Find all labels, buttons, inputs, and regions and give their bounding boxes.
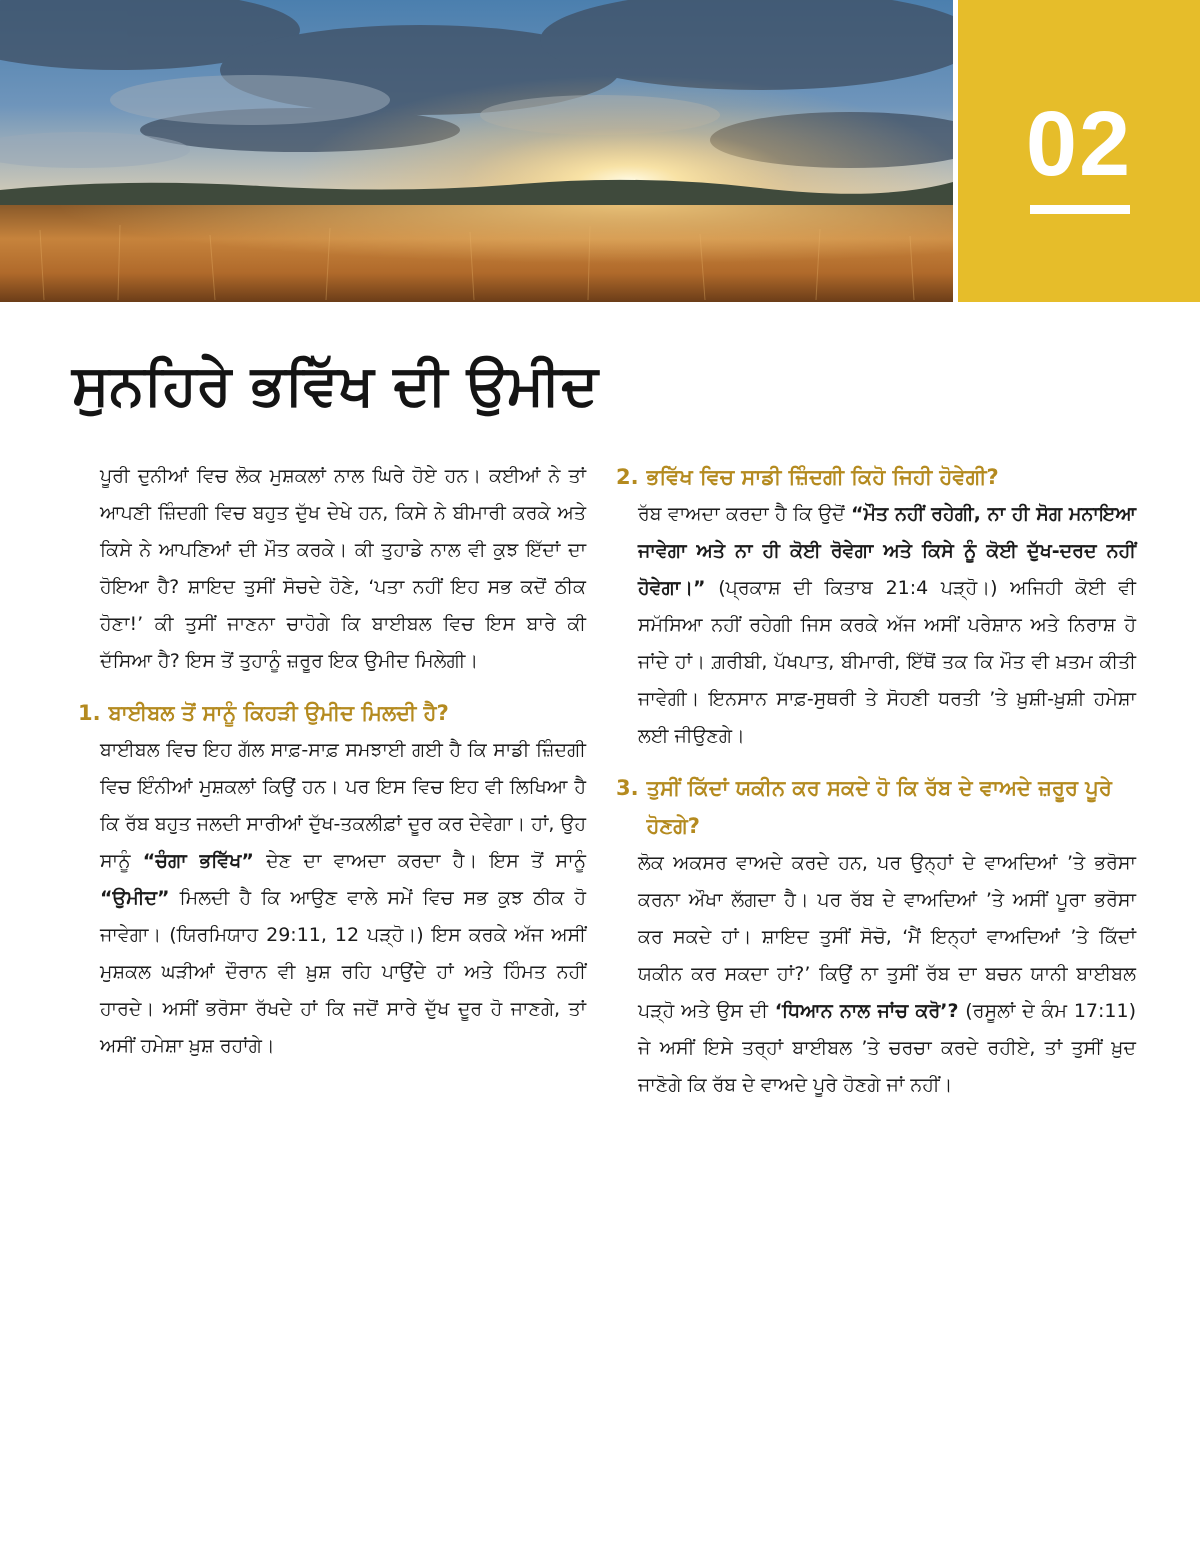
- badge-underline: [1030, 205, 1130, 214]
- question-number: 2.: [616, 465, 639, 489]
- question-text: ਤੁਸੀਂ ਕਿੱਦਾਂ ਯਕੀਨ ਕਰ ਸਕਦੇ ਹੋ ਕਿ ਰੱਬ ਦੇ ਵਾਅਦੇ ਜ਼ਰੂਰ ਪੂਰੇ ਹੋਣਗੇ?: [646, 776, 1112, 838]
- question-text: ਬਾਈਬਲ ਤੋਂ ਸਾਨੂੰ ਕਿਹੜੀ ਉਮੀਦ ਮਿਲਦੀ ਹੈ?: [108, 701, 449, 725]
- answer-text: ਰੱਬ ਵਾਅਦਾ ਕਰਦਾ ਹੈ ਕਿ ਉਦੋਂ: [638, 503, 852, 525]
- lesson-number-badge: [958, 0, 1200, 302]
- answer-text: (ਰਸੂਲਾਂ ਦੇ ਕੰਮ 17:11) ਜੇ ਅਸੀਂ ਇਸੇ ਤਰ੍ਹਾਂ ਬਾਈਬਲ ’ਤੇ ਚਰਚਾ ਕਰਦੇ ਰਹੀਏ, ਤਾਂ ਤੁਸੀਂ ਖ਼ੁਦ ਜਾਣੋਗੇ ਕਿ ਰੱਬ ਦੇ ਵਾਅਦੇ ਪੂਰੇ ਹੋਣਗੇ ਜਾਂ ਨਹੀਂ।: [638, 1000, 1136, 1096]
- answer-paragraph-3: [638, 845, 1136, 1104]
- question-heading-2: [616, 458, 1136, 496]
- emphasis-text: “ਚੰਗਾ ਭਵਿੱਖ”: [142, 850, 254, 872]
- answer-text: (ਪ੍ਰਕਾਸ਼ ਦੀ ਕਿਤਾਬ 21:4 ਪੜ੍ਹੋ।) ਅਜਿਹੀ ਕੋਈ ਵੀ ਸਮੱਸਿਆ ਨਹੀਂ ਰਹੇਗੀ ਜਿਸ ਕਰਕੇ ਅੱਜ ਅਸੀਂ ਪਰੇਸ਼ਾਨ ਅਤੇ ਨਿਰਾਸ਼ ਹੋ ਜਾਂਦੇ ਹਾਂ। ਗ਼ਰੀਬੀ, ਪੱਖਪਾਤ, ਬੀਮਾਰੀ, ਇੱਥੋਂ ਤਕ ਕਿ ਮੌਤ ਵੀ ਖ਼ਤਮ ਕੀਤੀ ਜਾਵੇਗੀ। ਇਨਸਾਨ ਸਾਫ਼-ਸੁਥਰੀ ਤੇ ਸੋਹਣੀ ਧਰਤੀ ’ਤੇ ਖ਼ੁਸ਼ੀ-ਖ਼ੁਸ਼ੀ ਹਮੇਸ਼ਾ ਲਈ ਜੀਉਣਗੇ।: [638, 577, 1136, 747]
- emphasis-text: “ਉਮੀਦ”: [100, 887, 170, 909]
- lesson-number: 02: [1025, 93, 1133, 195]
- answer-paragraph-1: [100, 732, 586, 1065]
- right-column: [616, 458, 1136, 1104]
- question-number: 3.: [616, 776, 639, 800]
- question-number: 1.: [78, 701, 101, 725]
- answer-text: ਲੋਕ ਅਕਸਰ ਵਾਅਦੇ ਕਰਦੇ ਹਨ, ਪਰ ਉਨ੍ਹਾਂ ਦੇ ਵਾਅਦਿਆਂ ’ਤੇ ਭਰੋਸਾ ਕਰਨਾ ਔਖਾ ਲੱਗਦਾ ਹੈ। ਪਰ ਰੱਬ ਦੇ ਵਾਅਦਿਆਂ ’ਤੇ ਅਸੀਂ ਪੂਰਾ ਭਰੋਸਾ ਕਰ ਸਕਦੇ ਹਾਂ। ਸ਼ਾਇਦ ਤੁਸੀਂ ਸੋਚੋ, ‘ਮੈਂ ਇਨ੍ਹਾਂ ਵਾਅਦਿਆਂ ’ਤੇ ਕਿੱਦਾਂ ਯਕੀਨ ਕਰ ਸਕਦਾ ਹਾਂ?’ ਕਿਉਂ ਨਾ ਤੁਸੀਂ ਰੱਬ ਦਾ ਬਚਨ ਯਾਨੀ ਬਾਈਬਲ ਪੜ੍ਹੋ ਅਤੇ ਉਸ ਦੀ: [638, 852, 1136, 1022]
- left-column: [78, 458, 586, 1065]
- answer-text: ਦੇਣ ਦਾ ਵਾਅਦਾ ਕਰਦਾ ਹੈ। ਇਸ ਤੋਂ ਸਾਨੂੰ: [253, 850, 586, 872]
- question-heading-1: [78, 694, 586, 732]
- sunset-wheat-field-photo: [0, 0, 953, 302]
- intro-paragraph: ਪੂਰੀ ਦੁਨੀਆਂ ਵਿਚ ਲੋਕ ਮੁਸ਼ਕਲਾਂ ਨਾਲ ਘਿਰੇ ਹੋਏ ਹਨ। ਕਈਆਂ ਨੇ ਤਾਂ ਆਪਣੀ ਜ਼ਿੰਦਗੀ ਵਿਚ ਬਹੁਤ ਦੁੱਖ ਦੇਖੇ ਹਨ, ਕਿਸੇ ਨੇ ਬੀਮਾਰੀ ਕਰਕੇ ਅਤੇ ਕਿਸੇ ਨੇ ਆਪਣਿਆਂ ਦੀ ਮੌਤ ਕਰਕੇ। ਕੀ ਤੁਹਾਡੇ ਨਾਲ ਵੀ ਕੁਝ ਇੱਦਾਂ ਦਾ ਹੋਇਆ ਹੈ? ਸ਼ਾਇਦ ਤੁਸੀਂ ਸੋਚਦੇ ਹੋਣੇ, ‘ਪਤਾ ਨਹੀਂ ਇਹ ਸਭ ਕਦੋਂ ਠੀਕ ਹੋਣਾ!’ ਕੀ ਤੁਸੀਂ ਜਾਣਨਾ ਚਾਹੋਗੇ ਕਿ ਬਾਈਬਲ ਵਿਚ ਇਸ ਬਾਰੇ ਕੀ ਦੱਸਿਆ ਹੈ? ਇਸ ਤੋਂ ਤੁਹਾਨੂੰ ਜ਼ਰੂਰ ਇਕ ਉਮੀਦ ਮਿਲੇਗੀ।: [100, 465, 586, 672]
- hero-image: [0, 0, 953, 302]
- answer-paragraph-2: [638, 496, 1136, 755]
- emphasis-text: “ਮੌਤ ਨਹੀਂ ਰਹੇਗੀ, ਨਾ ਹੀ ਸੋਗ ਮਨਾਇਆ ਜਾਵੇਗਾ ਅਤੇ ਨਾ ਹੀ ਕੋਈ ਰੋਵੇਗਾ ਅਤੇ ਕਿਸੇ ਨੂੰ ਕੋਈ ਦੁੱਖ-ਦਰਦ ਨਹੀਂ ਹੋਵੇਗਾ।”: [638, 503, 1136, 599]
- answer-text: ਬਾਈਬਲ ਵਿਚ ਇਹ ਗੱਲ ਸਾਫ਼-ਸਾਫ਼ ਸਮਝਾਈ ਗਈ ਹੈ ਕਿ ਸਾਡੀ ਜ਼ਿੰਦਗੀ ਵਿਚ ਇੰਨੀਆਂ ਮੁਸ਼ਕਲਾਂ ਕਿਉਂ ਹਨ। ਪਰ ਇਸ ਵਿਚ ਇਹ ਵੀ ਲਿਖਿਆ ਹੈ ਕਿ ਰੱਬ ਬਹੁਤ ਜਲਦੀ ਸਾਰੀਆਂ ਦੁੱਖ-ਤਕਲੀਫ਼ਾਂ ਦੂਰ ਕਰ ਦੇਵੇਗਾ। ਹਾਂ, ਉਹ ਸਾਨੂੰ: [100, 739, 586, 872]
- emphasis-text: ‘ਧਿਆਨ ਨਾਲ ਜਾਂਚ ਕਰੋ’?: [774, 1000, 959, 1022]
- answer-text: ਮਿਲਦੀ ਹੈ ਕਿ ਆਉਣ ਵਾਲੇ ਸਮੇਂ ਵਿਚ ਸਭ ਕੁਝ ਠੀਕ ਹੋ ਜਾਵੇਗਾ। (ਯਿਰਮਿਯਾਹ 29:11, 12 ਪੜ੍ਹੋ।) ਇਸ ਕਰਕੇ ਅੱਜ ਅਸੀਂ ਮੁਸ਼ਕਲ ਘੜੀਆਂ ਦੌਰਾਨ ਵੀ ਖ਼ੁਸ਼ ਰਹਿ ਪਾਉਂਦੇ ਹਾਂ ਅਤੇ ਹਿੰਮਤ ਨਹੀਂ ਹਾਰਦੇ। ਅਸੀਂ ਭਰੋਸਾ ਰੱਖਦੇ ਹਾਂ ਕਿ ਜਦੋਂ ਸਾਰੇ ਦੁੱਖ ਦੂਰ ਹੋ ਜਾਣਗੇ, ਤਾਂ ਅਸੀਂ ਹਮੇਸ਼ਾ ਖ਼ੁਸ਼ ਰਹਾਂਗੇ।: [100, 887, 586, 1057]
- page-title: ਸੁਨਹਿਰੇ ਭਵਿੱਖ ਦੀ ਉਮੀਦ: [72, 353, 599, 418]
- question-text: ਭਵਿੱਖ ਵਿਚ ਸਾਡੀ ਜ਼ਿੰਦਗੀ ਕਿਹੋ ਜਿਹੀ ਹੋਵੇਗੀ?: [646, 465, 999, 489]
- question-heading-3: [616, 769, 1136, 845]
